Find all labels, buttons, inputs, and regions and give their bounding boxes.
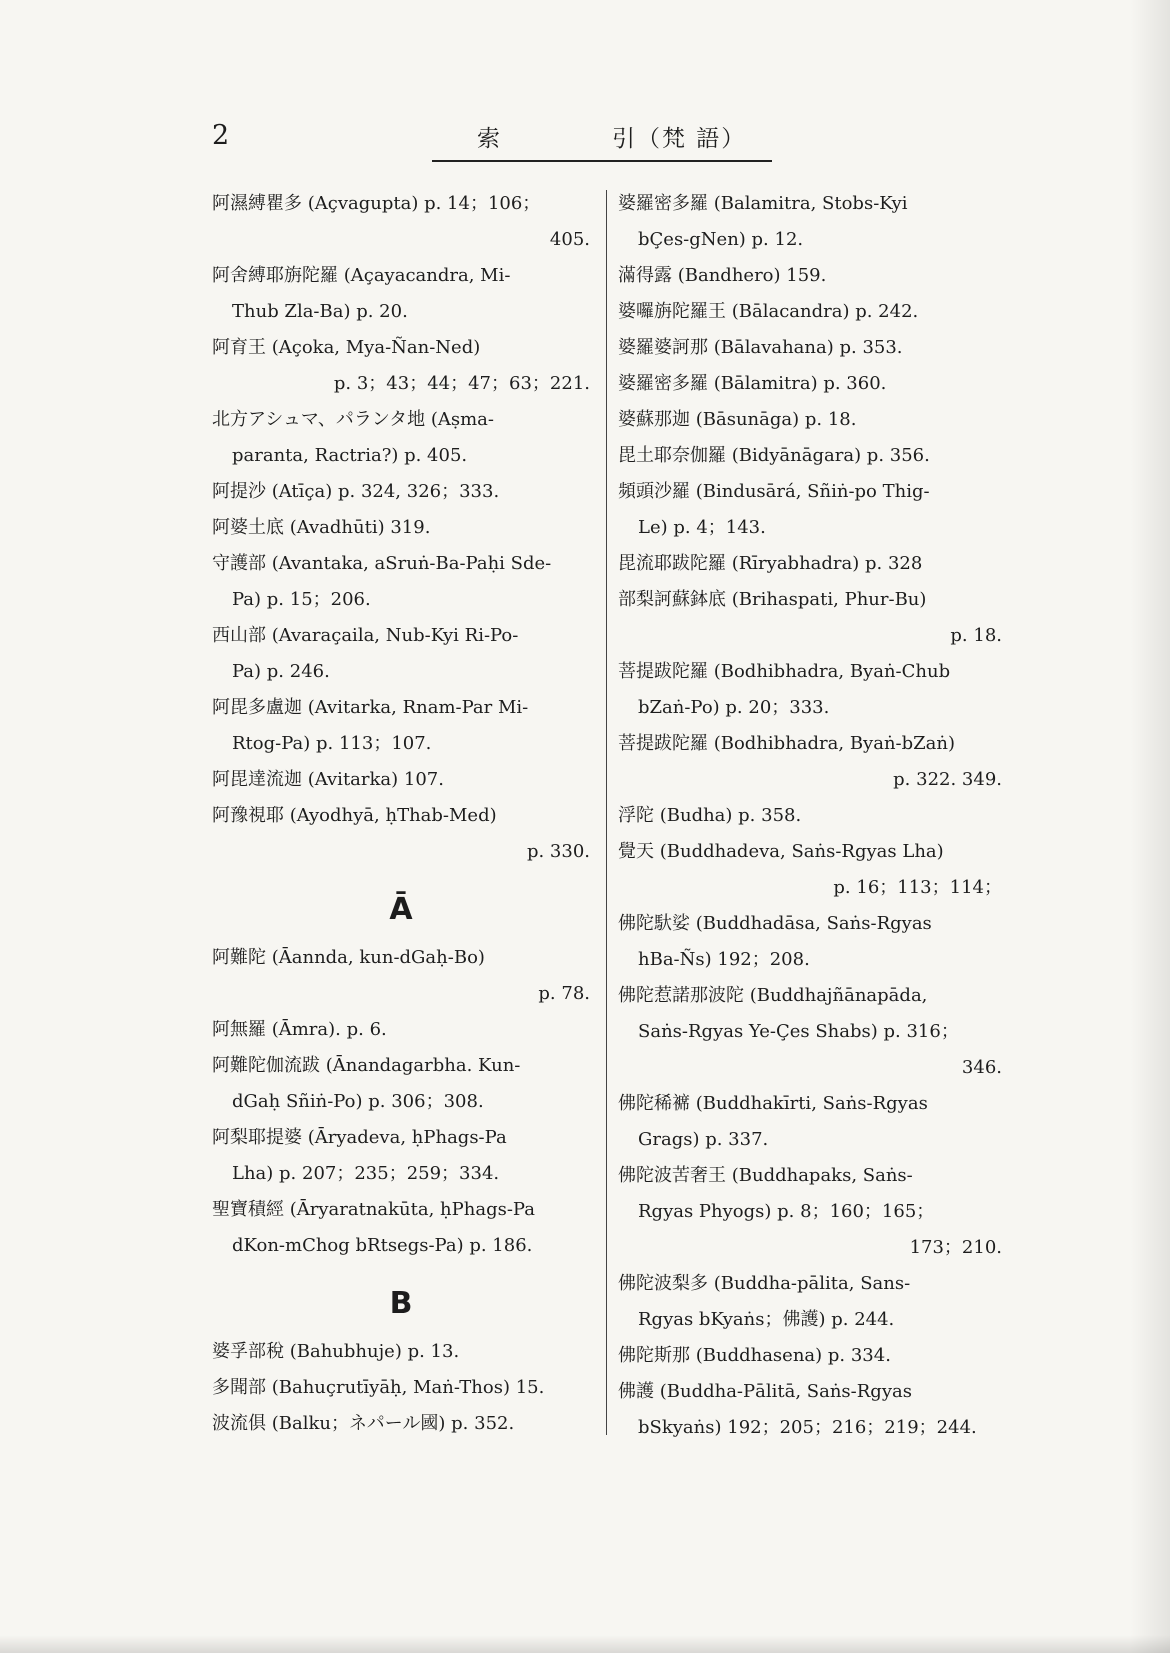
index-entry-line: p. 78. [538,983,590,1004]
index-entry-line: 多聞部 (Bahuçrutīyāḥ, Maṅ-Thos) 15. [212,1377,545,1398]
column-divider [606,190,607,1435]
index-entry [212,1048,590,1120]
index-entry [618,1266,1002,1338]
index-entry [618,582,1002,654]
index-entry-line: 阿育王 (Açoka, Mya-Ñan-Ned) [212,337,481,358]
running-head-left: 索 [477,126,502,152]
index-entry-line: 阿舍縛耶旃陀羅 (Açayacandra, Mi- [212,265,511,286]
index-entry-line: 婆囉旃陀羅王 (Bālacandra) p. 242. [618,301,919,322]
index-entry-line: 阿婆土底 (Avadhūti) 319. [212,517,431,538]
page-edge-shadow [1130,0,1170,1653]
left-column [212,186,590,1442]
index-entry [212,1334,590,1370]
index-entry [212,510,590,546]
index-entry-line: Saṅs-Rgyas Ye-Çes Shabs) p. 316； [638,1021,959,1042]
index-entry [212,1370,590,1406]
index-entry [618,258,1002,294]
index-entry [618,726,1002,798]
index-entry [212,546,590,618]
index-entry-line: 婆孚部稅 (Bahubhuje) p. 13. [212,1341,460,1362]
index-entry-line: 部梨訶蘇鉢底 (Brihaspati, Phur-Bu) [618,589,927,610]
index-entry-line: 阿毘多盧迦 (Avitarka, Rnam-Par Mi- [212,697,529,718]
index-entry-line: Thub Zla-Ba) p. 20. [232,301,408,322]
index-entry [618,654,1002,726]
index-entry-line: p. 330. [526,841,590,862]
index-entry-line: 守護部 (Avantaka, aSruṅ-Ba-Paḥi Sde- [212,553,552,574]
section-letter-heading: Ā [389,892,413,927]
index-entry-line: 佛陀稀褯 (Buddhakīrti, Saṅs-Rgyas [618,1093,928,1114]
index-entry-line: bSkyaṅs) 192；205；216；219；244. [638,1417,977,1438]
index-entry-line: 阿無羅 (Āmra). p. 6. [212,1019,387,1040]
index-entry-line: 婆羅密多羅 (Balamitra, Stobs-Kyi [618,193,908,214]
index-entry-line: 婆羅婆訶那 (Bālavahana) p. 353. [618,337,903,358]
index-entry-line: 浮陀 (Budha) p. 358. [618,805,802,826]
index-entry [212,474,590,510]
index-entry [212,402,590,474]
index-entry-line: 婆蘇那迦 (Bāsunāga) p. 18. [618,409,857,430]
index-entry-line: 毘流耶跋陀羅 (Rīryabhadra) p. 328 [618,553,923,574]
index-entry-line: p. 322. 349. [893,769,1002,790]
index-entry-line: 阿難陀 (Āannda, kun-dGaḥ-Bo) [212,947,485,968]
index-entry-line: Le) p. 4；143. [638,517,766,538]
index-entry-line: Pa) p. 246. [232,661,330,682]
index-entry [212,186,590,258]
index-entry-line: p. 16；113；114； [833,877,1002,898]
index-entry-line: 菩提跋陀羅 (Bodhibhadra, Byaṅ-Chub [618,661,951,682]
index-entry-line: 西山部 (Avaraçaila, Nub-Kyi Ri-Po- [212,625,519,646]
index-entry-line: Pa) p. 15；206. [232,589,371,610]
index-entry-line: bZaṅ-Po) p. 20；333. [638,697,830,718]
index-entry [212,798,590,870]
index-entry [618,474,1002,546]
index-entry-line: paranta, Ractria?) p. 405. [232,445,468,466]
index-entry [618,294,1002,330]
index-entry-line: 滿得露 (Bandhero) 159. [618,265,827,286]
index-entry-line: hBa-Ñs) 192；208. [638,949,810,970]
index-entry-line: 覺天 (Buddhadeva, Saṅs-Rgyas Lha) [618,841,944,862]
running-head-right: 引（梵 語） [612,126,747,152]
section-letter-heading: B [389,1286,413,1321]
index-entry-line: 北方アシュマ、パランタ地 (Aṣma- [212,409,494,430]
index-entry-line: 頻頭沙羅 (Bindusārá, Sñiṅ-po Thig- [618,481,930,502]
index-entry [212,1120,590,1192]
index-entry-line: Grags) p. 337. [638,1129,769,1150]
index-entry-line: 阿提沙 (Atīça) p. 324, 326；333. [212,481,500,502]
index-entry [212,940,590,1012]
page-number: 2 [212,120,230,151]
index-entry [618,1158,1002,1266]
index-entry-line: Rgyas bKyaṅs；佛護) p. 244. [638,1309,895,1330]
index-entry [618,1374,1002,1446]
index-entry-line: 佛陀馱娑 (Buddhadāsa, Saṅs-Rgyas [618,913,932,934]
index-entry [618,366,1002,402]
index-entry [618,438,1002,474]
index-entry [212,258,590,330]
index-entry [618,330,1002,366]
index-entry [212,762,590,798]
index-entry [618,978,1002,1086]
index-entry-line: 346. [961,1057,1002,1078]
index-entry [212,618,590,690]
index-entry-line: 毘土耶奈伽羅 (Bidyānāgara) p. 356. [618,445,930,466]
index-entry-line: 佛陀波梨多 (Buddha-pālita, Sans- [618,1273,911,1294]
index-entry-line: 聖寶積經 (Āryaratnakūta, ḥPhags-Pa [212,1199,535,1220]
index-entry [618,1086,1002,1158]
index-entry-line: Lha) p. 207；235；259；334. [232,1163,500,1184]
index-entry-line: 阿毘達流迦 (Avitarka) 107. [212,769,444,790]
index-entry [618,402,1002,438]
index-entry [212,690,590,762]
index-entry [618,906,1002,978]
page-bottom-shadow [0,1635,1170,1653]
index-entry-line: dGaḥ Sñiṅ-Po) p. 306；308. [232,1091,484,1112]
index-entry-line: 佛護 (Buddha-Pālitā, Saṅs-Rgyas [618,1381,912,1402]
index-entry [212,1406,590,1442]
index-entry-line: 405. [549,229,590,250]
index-entry-line: Rtog-Pa) p. 113；107. [232,733,432,754]
header-rule [432,160,772,162]
index-entry-line: 波流俱 (Balku；ネパール國) p. 352. [212,1413,515,1434]
index-entry-line: p. 18. [950,625,1002,646]
index-entry-line: bÇes-gNen) p. 12. [638,229,804,250]
index-entry [618,798,1002,834]
index-entry [212,1012,590,1048]
index-entry-line: 佛陀波苦奢王 (Buddhapaks, Saṅs- [618,1165,913,1186]
index-entry-line: Rgyas Phyogs) p. 8；160；165； [638,1201,935,1222]
index-entry-line: 173；210. [909,1237,1002,1258]
index-entry [618,546,1002,582]
index-entry [618,186,1002,258]
index-entry-line: 婆羅密多羅 (Bālamitra) p. 360. [618,373,887,394]
index-entry-line: 佛陀惹諾那波陀 (Buddhajñānapāda, [618,985,928,1006]
index-entry [618,1338,1002,1374]
index-entry-line: 阿豫視耶 (Ayodhyā, ḥThab-Med) [212,805,497,826]
index-entry-line: 阿難陀伽流跋 (Ānandagarbha. Kun- [212,1055,521,1076]
index-entry [212,330,590,402]
index-entry [212,1192,590,1264]
index-entry-line: p. 3；43；44；47；63；221. [333,373,590,394]
index-entry [618,834,1002,906]
right-column [618,186,1002,1446]
index-entry-line: 佛陀斯那 (Buddhasena) p. 334. [618,1345,891,1366]
index-entry-line: 阿梨耶提婆 (Āryadeva, ḥPhags-Pa [212,1127,507,1148]
index-entry-line: 菩提跋陀羅 (Bodhibhadra, Byaṅ-bZaṅ) [618,733,956,754]
index-entry-line: dKon-mChog bRtsegs-Pa) p. 186. [232,1235,533,1256]
index-entry-line: 阿濕縛瞿多 (Açvagupta) p. 14；106； [212,193,541,214]
